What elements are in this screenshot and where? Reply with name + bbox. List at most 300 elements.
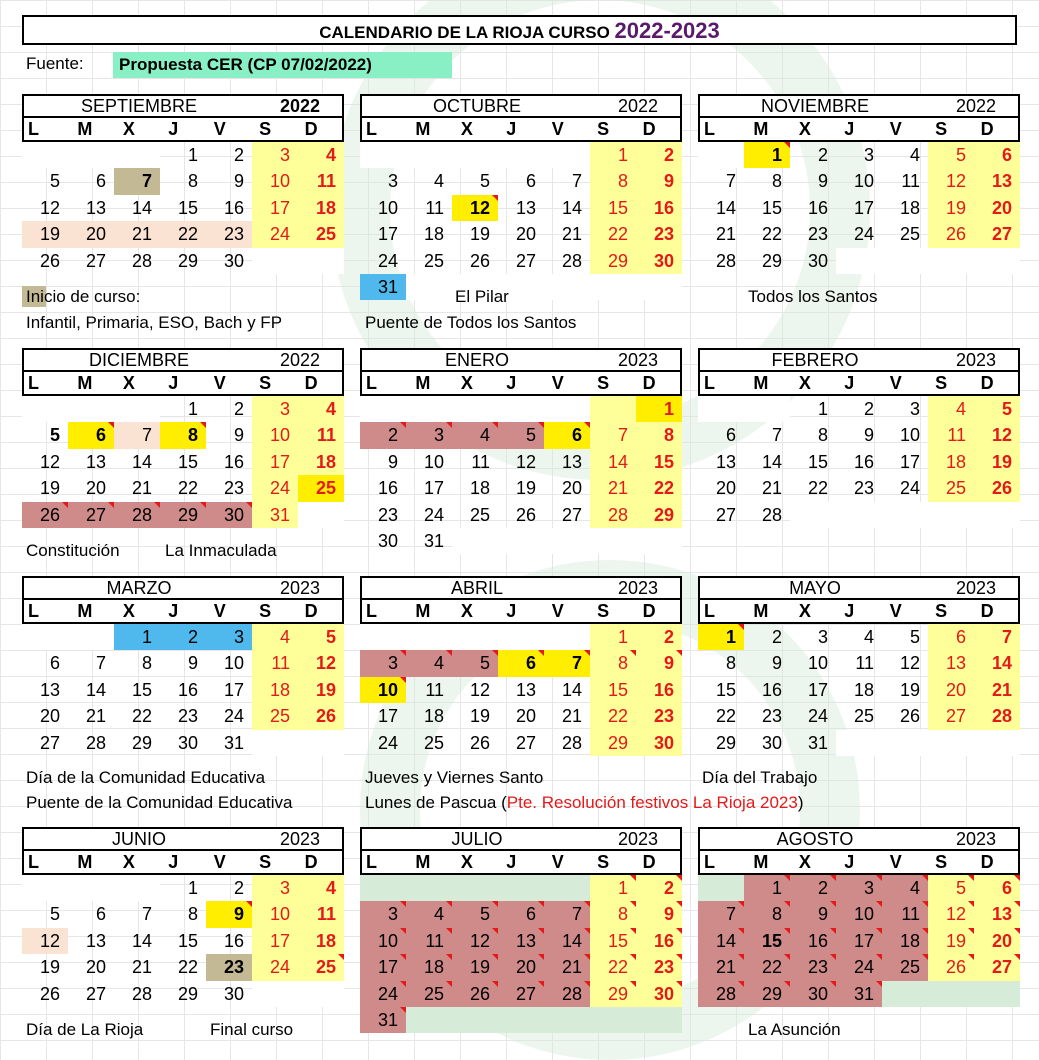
day-cell: 19 bbox=[515, 478, 536, 499]
month-septiembre bbox=[22, 94, 344, 274]
empty-cell bbox=[498, 875, 544, 901]
empty-cell bbox=[590, 396, 636, 422]
day-cell: 24 bbox=[853, 224, 874, 245]
weekday-label: L bbox=[366, 373, 377, 393]
day-cell: 9 bbox=[636, 650, 682, 676]
day-cell: 19 bbox=[469, 224, 490, 245]
empty-cell bbox=[590, 528, 636, 554]
day-cell: 8 bbox=[744, 901, 790, 927]
day-cell: 5 bbox=[498, 422, 544, 448]
note-lunes-pascua bbox=[365, 793, 804, 813]
day-cell: 2 bbox=[636, 142, 682, 168]
day-cell: 13 bbox=[515, 197, 536, 218]
day-cell: 20 bbox=[715, 478, 736, 499]
day-cell: 24 bbox=[423, 504, 444, 525]
day-cell: 15 bbox=[715, 679, 736, 700]
weekday-label: X bbox=[798, 373, 811, 393]
day-cell: 14 bbox=[761, 451, 782, 472]
weekday-label: X bbox=[798, 852, 811, 872]
empty-cell bbox=[252, 730, 298, 756]
day-cell: 12 bbox=[452, 195, 498, 221]
title-year: 2022-2023 bbox=[614, 18, 720, 43]
day-cell: 11 bbox=[855, 653, 874, 674]
weekday-label: L bbox=[28, 119, 39, 139]
weekday-label: J bbox=[168, 373, 179, 393]
weekday-label: S bbox=[935, 119, 948, 139]
weekday-label: J bbox=[844, 373, 855, 393]
weekday-label: L bbox=[704, 373, 715, 393]
day-cell: 23 bbox=[636, 703, 682, 729]
day-cell: 14 bbox=[590, 449, 636, 475]
day-cell: 17 bbox=[223, 679, 244, 700]
weekday-label: D bbox=[304, 601, 318, 621]
weekday-label: D bbox=[980, 852, 994, 872]
month-name: AGOSTO bbox=[776, 829, 854, 849]
empty-cell bbox=[22, 624, 68, 650]
day-cell: 26 bbox=[899, 706, 920, 727]
day-cell: 17 bbox=[252, 928, 298, 954]
month-mayo bbox=[698, 576, 1020, 756]
day-cell: 5 bbox=[49, 904, 60, 925]
day-cell: 30 bbox=[807, 250, 828, 271]
day-cell: 3 bbox=[252, 875, 298, 901]
day-cell: 21 bbox=[114, 221, 160, 247]
day-cell: 8 bbox=[160, 422, 206, 448]
day-cell: 27 bbox=[715, 504, 736, 525]
day-cell: 19 bbox=[452, 954, 498, 980]
empty-cell bbox=[590, 274, 636, 300]
day-cell: 7 bbox=[95, 653, 106, 674]
month-name: SEPTIEMBRE bbox=[80, 96, 198, 116]
day-cell: 21 bbox=[761, 478, 782, 499]
note-final-curso: Final curso bbox=[210, 1020, 294, 1039]
empty-cell bbox=[882, 981, 928, 1007]
empty-cell bbox=[452, 624, 498, 650]
day-cell: 26 bbox=[469, 250, 490, 271]
day-cell: 2 bbox=[790, 875, 836, 901]
day-cell: 5 bbox=[49, 171, 60, 192]
day-cell: 2 bbox=[160, 624, 206, 650]
weekday-row bbox=[698, 372, 1020, 396]
weekday-row bbox=[22, 372, 344, 396]
day-cell: 9 bbox=[863, 425, 874, 446]
day-cell: 1 bbox=[636, 396, 682, 422]
empty-cell bbox=[498, 624, 544, 650]
day-cell: 27 bbox=[39, 732, 60, 753]
day-cell: 28 bbox=[715, 250, 736, 271]
day-cell: 27 bbox=[515, 732, 536, 753]
day-cell: 28 bbox=[698, 981, 744, 1007]
empty-cell bbox=[360, 624, 406, 650]
day-cell: 12 bbox=[39, 197, 60, 218]
empty-cell bbox=[928, 248, 974, 274]
day-cell: 15 bbox=[744, 928, 790, 954]
empty-cell bbox=[636, 528, 682, 554]
month-header bbox=[22, 576, 344, 600]
day-cell: 22 bbox=[590, 703, 636, 729]
day-cell: 5 bbox=[928, 142, 974, 168]
empty-cell bbox=[544, 396, 590, 422]
weekday-label: X bbox=[460, 373, 473, 393]
day-cell: 23 bbox=[807, 224, 828, 245]
day-cell: 19 bbox=[974, 449, 1020, 475]
weekday-label: M bbox=[415, 373, 431, 393]
weekday-label: X bbox=[798, 119, 811, 139]
day-cell: 4 bbox=[298, 396, 344, 422]
weekday-label: J bbox=[168, 119, 179, 139]
weekday-label: M bbox=[415, 852, 431, 872]
day-cell: 2 bbox=[360, 422, 406, 448]
month-febrero bbox=[698, 348, 1020, 528]
day-cell: 20 bbox=[498, 954, 544, 980]
day-cell: 28 bbox=[590, 502, 636, 528]
weekday-row bbox=[698, 851, 1020, 875]
day-cell: 7 bbox=[771, 425, 782, 446]
day-cell: 14 bbox=[561, 679, 582, 700]
weekday-label: M bbox=[77, 373, 93, 393]
day-cell: 25 bbox=[899, 224, 920, 245]
day-cell: 16 bbox=[177, 679, 198, 700]
month-agosto bbox=[698, 827, 1020, 1007]
day-cell: 13 bbox=[39, 679, 60, 700]
day-cell: 1 bbox=[590, 142, 636, 168]
day-cell: 21 bbox=[698, 954, 744, 980]
empty-cell bbox=[360, 142, 406, 168]
month-year: 2023 bbox=[617, 578, 658, 598]
day-cell: 10 bbox=[223, 653, 244, 674]
source-value: Propuesta CER (CP 07/02/2022) bbox=[113, 52, 452, 78]
day-cell: 20 bbox=[928, 677, 974, 703]
note-inicio: Inicio de curso: bbox=[26, 287, 141, 306]
weekday-label: J bbox=[506, 852, 517, 872]
day-cell: 26 bbox=[469, 732, 490, 753]
day-cell: 25 bbox=[423, 250, 444, 271]
day-cell: 8 bbox=[141, 653, 152, 674]
day-cell: 18 bbox=[853, 679, 874, 700]
empty-cell bbox=[406, 274, 452, 300]
weekday-label: J bbox=[168, 852, 179, 872]
day-cell: 7 bbox=[114, 168, 160, 194]
empty-cell bbox=[544, 274, 590, 300]
empty-cell bbox=[882, 248, 928, 274]
month-diciembre bbox=[22, 348, 344, 528]
month-julio bbox=[360, 827, 682, 1033]
weekday-label: V bbox=[213, 852, 226, 872]
day-cell: 27 bbox=[515, 250, 536, 271]
empty-cell bbox=[252, 248, 298, 274]
day-cell: 30 bbox=[223, 983, 244, 1004]
day-cell: 25 bbox=[298, 954, 344, 980]
weekday-label: S bbox=[259, 373, 272, 393]
day-cell: 5 bbox=[49, 425, 60, 446]
day-cell: 20 bbox=[515, 706, 536, 727]
day-cell: 8 bbox=[590, 901, 636, 927]
day-grid bbox=[698, 875, 1020, 1007]
day-cell: 8 bbox=[636, 422, 682, 448]
note-rioja: Día de La Rioja bbox=[26, 1020, 144, 1039]
day-cell: 22 bbox=[715, 706, 736, 727]
month-enero bbox=[360, 348, 682, 554]
empty-cell bbox=[974, 730, 1020, 756]
day-cell: 26 bbox=[22, 502, 68, 528]
day-cell: 30 bbox=[636, 981, 682, 1007]
day-cell: 26 bbox=[928, 221, 974, 247]
month-abril bbox=[360, 576, 682, 756]
day-cell: 6 bbox=[95, 904, 106, 925]
day-cell: 6 bbox=[928, 624, 974, 650]
day-cell: 17 bbox=[807, 679, 828, 700]
day-cell: 30 bbox=[206, 502, 252, 528]
day-cell: 28 bbox=[561, 250, 582, 271]
day-cell: 27 bbox=[561, 504, 582, 525]
empty-cell bbox=[406, 875, 452, 901]
empty-cell bbox=[68, 396, 114, 422]
month-year: 2023 bbox=[955, 350, 996, 370]
day-grid bbox=[698, 142, 1020, 274]
day-cell: 4 bbox=[406, 650, 452, 676]
day-cell: 10 bbox=[252, 422, 298, 448]
day-cell: 8 bbox=[187, 171, 198, 192]
day-cell: 11 bbox=[298, 168, 344, 194]
day-cell: 5 bbox=[974, 396, 1020, 422]
day-cell: 5 bbox=[928, 875, 974, 901]
day-cell: 23 bbox=[223, 478, 244, 499]
day-cell: 8 bbox=[590, 168, 636, 194]
day-cell: 2 bbox=[233, 878, 244, 898]
note-puente-santos: Puente de Todos los Santos bbox=[365, 313, 577, 332]
day-cell: 6 bbox=[974, 875, 1020, 901]
day-cell: 2 bbox=[636, 875, 682, 901]
day-cell: 3 bbox=[252, 142, 298, 168]
day-cell: 21 bbox=[544, 954, 590, 980]
day-cell: 24 bbox=[377, 250, 398, 271]
empty-cell bbox=[68, 875, 114, 901]
empty-cell bbox=[298, 730, 344, 756]
empty-cell bbox=[928, 730, 974, 756]
day-cell: 28 bbox=[131, 250, 152, 271]
day-cell: 24 bbox=[360, 981, 406, 1007]
empty-cell bbox=[298, 981, 344, 1007]
day-cell: 20 bbox=[39, 706, 60, 727]
weekday-label: S bbox=[935, 601, 948, 621]
day-cell: 20 bbox=[561, 478, 582, 499]
day-cell: 2 bbox=[817, 145, 828, 165]
day-cell: 26 bbox=[452, 981, 498, 1007]
day-cell: 13 bbox=[515, 679, 536, 700]
day-cell: 9 bbox=[187, 653, 198, 674]
day-cell: 4 bbox=[433, 171, 444, 192]
weekday-label: L bbox=[366, 119, 377, 139]
day-cell: 7 bbox=[725, 171, 736, 192]
month-year: 2023 bbox=[955, 829, 996, 849]
day-cell: 25 bbox=[406, 981, 452, 1007]
weekday-label: L bbox=[366, 601, 377, 621]
day-cell: 11 bbox=[882, 901, 928, 927]
weekday-label: V bbox=[889, 373, 902, 393]
day-cell: 14 bbox=[131, 197, 152, 218]
close-paren: ) bbox=[797, 793, 804, 812]
empty-cell bbox=[974, 981, 1020, 1007]
day-cell: 19 bbox=[39, 957, 60, 978]
weekday-label: X bbox=[122, 373, 135, 393]
day-cell: 6 bbox=[49, 653, 60, 674]
weekday-label: X bbox=[122, 601, 135, 621]
weekday-label: X bbox=[122, 852, 135, 872]
day-cell: 19 bbox=[22, 221, 68, 247]
day-cell: 10 bbox=[360, 928, 406, 954]
weekday-label: D bbox=[980, 119, 994, 139]
day-cell: 27 bbox=[928, 703, 974, 729]
day-cell: 16 bbox=[377, 478, 398, 499]
day-cell: 18 bbox=[423, 706, 444, 727]
weekday-label: X bbox=[460, 119, 473, 139]
weekday-label: J bbox=[844, 852, 855, 872]
day-cell: 18 bbox=[423, 224, 444, 245]
weekday-label: S bbox=[935, 852, 948, 872]
day-cell: 25 bbox=[423, 732, 444, 753]
day-cell: 22 bbox=[131, 706, 152, 727]
day-cell: 7 bbox=[571, 171, 582, 192]
day-cell: 11 bbox=[406, 928, 452, 954]
day-grid bbox=[22, 624, 344, 756]
day-cell: 15 bbox=[807, 451, 828, 472]
lunes-pascua-text: Lunes de Pascua ( bbox=[365, 793, 507, 812]
day-cell: 9 bbox=[636, 901, 682, 927]
day-cell: 8 bbox=[771, 171, 782, 192]
day-cell: 21 bbox=[561, 706, 582, 727]
empty-cell bbox=[544, 624, 590, 650]
day-cell: 24 bbox=[252, 221, 298, 247]
weekday-label: V bbox=[889, 601, 902, 621]
day-cell: 16 bbox=[223, 930, 244, 951]
weekday-label: M bbox=[753, 119, 769, 139]
day-cell: 26 bbox=[515, 504, 536, 525]
day-cell: 23 bbox=[206, 221, 252, 247]
day-cell: 30 bbox=[761, 732, 782, 753]
empty-cell bbox=[544, 528, 590, 554]
month-year: 2023 bbox=[617, 829, 658, 849]
weekday-label: D bbox=[980, 601, 994, 621]
weekday-label: M bbox=[415, 601, 431, 621]
day-cell: 29 bbox=[590, 248, 636, 274]
month-noviembre bbox=[698, 94, 1020, 274]
note-trabajo: Día del Trabajo bbox=[702, 768, 818, 787]
day-cell: 17 bbox=[252, 449, 298, 475]
day-cell: 18 bbox=[406, 954, 452, 980]
day-cell: 12 bbox=[974, 422, 1020, 448]
day-cell: 31 bbox=[423, 530, 444, 551]
empty-cell bbox=[836, 730, 882, 756]
day-cell: 27 bbox=[85, 983, 106, 1004]
day-cell: 4 bbox=[452, 422, 498, 448]
weekday-label: M bbox=[753, 373, 769, 393]
month-year: 2022 bbox=[617, 96, 658, 116]
note-puente-comunidad: Puente de la Comunidad Educativa bbox=[26, 793, 293, 812]
day-cell: 19 bbox=[899, 679, 920, 700]
day-cell: 13 bbox=[974, 901, 1020, 927]
month-year: 2023 bbox=[279, 578, 320, 598]
weekday-label: S bbox=[597, 601, 610, 621]
day-cell: 24 bbox=[807, 706, 828, 727]
day-cell: 10 bbox=[899, 425, 920, 446]
source-label: Fuente: bbox=[26, 54, 84, 73]
day-cell: 22 bbox=[177, 957, 198, 978]
weekday-label: S bbox=[935, 373, 948, 393]
day-cell: 11 bbox=[425, 197, 444, 218]
weekday-row bbox=[22, 600, 344, 624]
day-cell: 2 bbox=[771, 627, 782, 647]
day-cell: 3 bbox=[360, 901, 406, 927]
day-cell: 16 bbox=[636, 195, 682, 221]
month-header bbox=[698, 827, 1020, 851]
day-cell: 6 bbox=[498, 650, 544, 676]
day-cell: 21 bbox=[131, 478, 152, 499]
day-cell: 15 bbox=[590, 928, 636, 954]
day-cell: 6 bbox=[525, 171, 536, 192]
day-cell: 13 bbox=[974, 168, 1020, 194]
weekday-label: J bbox=[844, 601, 855, 621]
weekday-label: D bbox=[642, 852, 656, 872]
day-cell: 24 bbox=[836, 954, 882, 980]
weekday-label: L bbox=[366, 852, 377, 872]
month-name: JULIO bbox=[451, 829, 503, 849]
note-asuncion: La Asunción bbox=[748, 1020, 841, 1039]
day-cell: 24 bbox=[252, 475, 298, 501]
day-cell: 10 bbox=[423, 451, 444, 472]
day-cell: 28 bbox=[974, 703, 1020, 729]
day-cell: 1 bbox=[590, 875, 636, 901]
empty-cell bbox=[252, 981, 298, 1007]
day-cell: 30 bbox=[636, 730, 682, 756]
day-cell: 29 bbox=[131, 732, 152, 753]
day-cell: 29 bbox=[160, 502, 206, 528]
day-cell: 3 bbox=[252, 396, 298, 422]
weekday-row bbox=[360, 851, 682, 875]
day-cell: 11 bbox=[298, 422, 344, 448]
day-cell: 23 bbox=[177, 706, 198, 727]
weekday-label: J bbox=[506, 119, 517, 139]
day-cell: 27 bbox=[974, 954, 1020, 980]
empty-cell bbox=[452, 875, 498, 901]
month-header bbox=[698, 94, 1020, 118]
day-cell: 3 bbox=[817, 627, 828, 647]
month-year: 2023 bbox=[279, 829, 320, 849]
empty-cell bbox=[544, 1007, 590, 1033]
weekday-label: M bbox=[753, 601, 769, 621]
day-cell: 14 bbox=[698, 928, 744, 954]
day-cell: 21 bbox=[85, 706, 106, 727]
day-cell: 1 bbox=[744, 875, 790, 901]
weekday-label: D bbox=[642, 601, 656, 621]
day-cell: 13 bbox=[715, 451, 736, 472]
day-cell: 14 bbox=[85, 679, 106, 700]
empty-cell bbox=[406, 624, 452, 650]
day-cell: 12 bbox=[39, 451, 60, 472]
day-cell: 14 bbox=[974, 650, 1020, 676]
day-cell: 25 bbox=[298, 221, 344, 247]
day-cell: 13 bbox=[85, 930, 106, 951]
weekday-label: X bbox=[122, 119, 135, 139]
day-cell: 16 bbox=[223, 451, 244, 472]
weekday-row bbox=[22, 118, 344, 142]
day-cell: 24 bbox=[223, 706, 244, 727]
day-cell: 4 bbox=[928, 396, 974, 422]
day-cell: 22 bbox=[590, 221, 636, 247]
empty-cell bbox=[406, 142, 452, 168]
day-grid bbox=[22, 142, 344, 274]
day-cell: 25 bbox=[469, 504, 490, 525]
day-cell: 22 bbox=[590, 954, 636, 980]
